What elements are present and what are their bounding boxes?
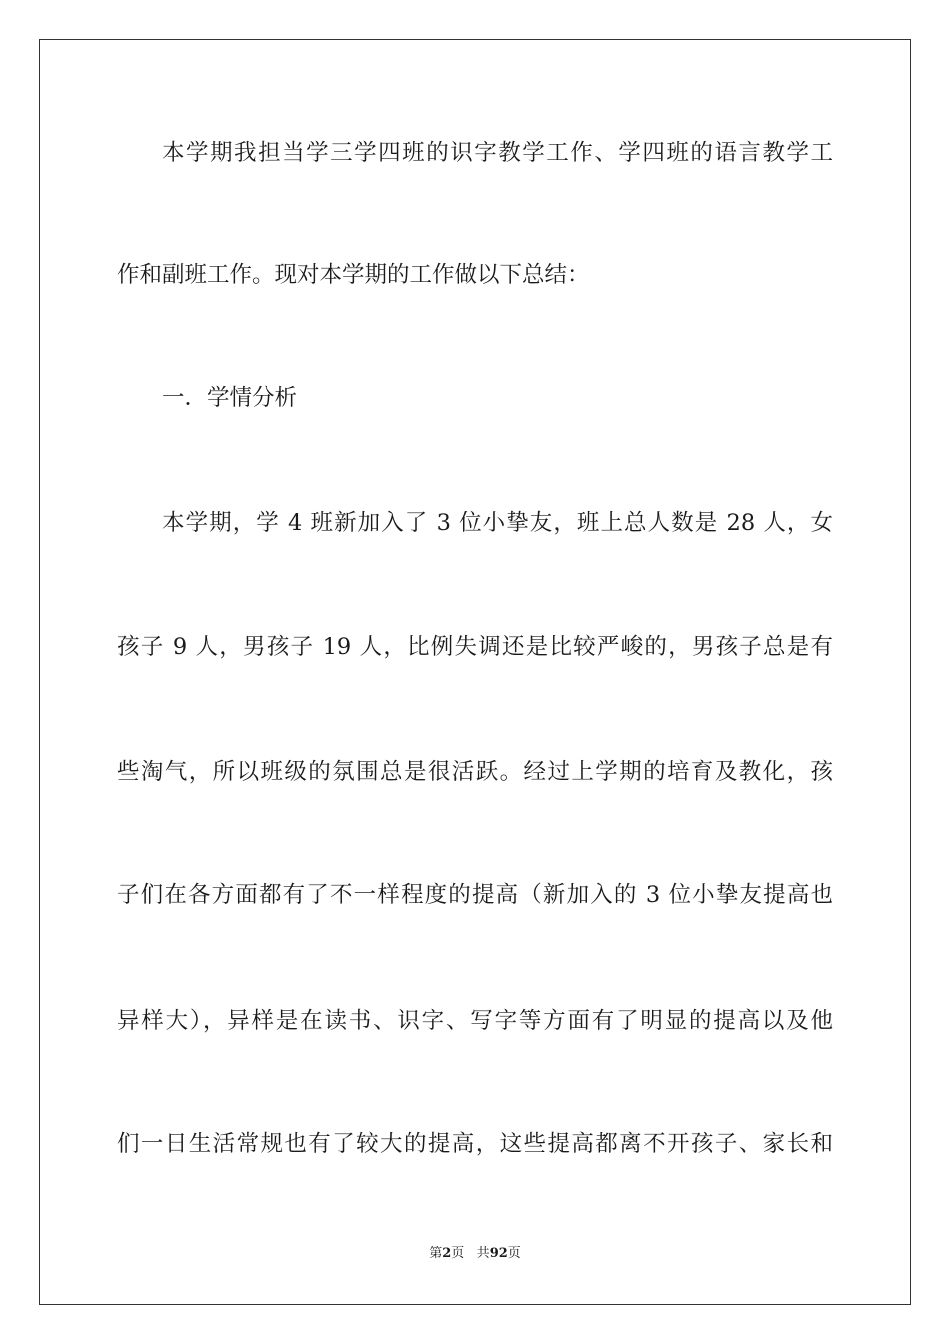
page-prefix: 第 <box>429 1246 443 1261</box>
total-suffix: 页 <box>507 1246 521 1261</box>
current-page-number: 2 <box>442 1246 452 1261</box>
paragraph-line-5: 些淘气，所以班级的氛围总是很活跃。经过上学期的培育及教化，孩 <box>117 759 833 785</box>
page-footer <box>0 1245 950 1263</box>
total-prefix: 共 <box>476 1246 490 1261</box>
paragraph-line-8: 们一日生活常规也有了较大的提高，这些提高都离不开孩子、家长和 <box>117 1131 833 1157</box>
page-suffix: 页 <box>451 1246 465 1261</box>
paragraph-line-3: 本学期，学 4 班新加入了 3 位小挚友，班上总人数是 28 人，女 <box>162 510 833 536</box>
page-frame <box>39 39 911 1305</box>
paragraph-line-7: 异样大），异样是在读书、识字、写字等方面有了明显的提高以及他 <box>117 1008 833 1034</box>
paragraph-line-1: 本学期我担当学三学四班的识字教学工作、学四班的语言教学工 <box>162 140 833 166</box>
paragraph-line-4: 孩子 9 人，男孩子 19 人，比例失调还是比较严峻的，男孩子总是有 <box>117 634 833 660</box>
section-heading: 一．学情分析 <box>162 385 298 411</box>
paragraph-line-6: 子们在各方面都有了不一样程度的提高（新加入的 3 位小挚友提高也 <box>117 882 833 908</box>
total-page-count: 92 <box>489 1246 508 1261</box>
paragraph-line-2: 作和副班工作。现对本学期的工作做以下总结： <box>117 262 590 288</box>
